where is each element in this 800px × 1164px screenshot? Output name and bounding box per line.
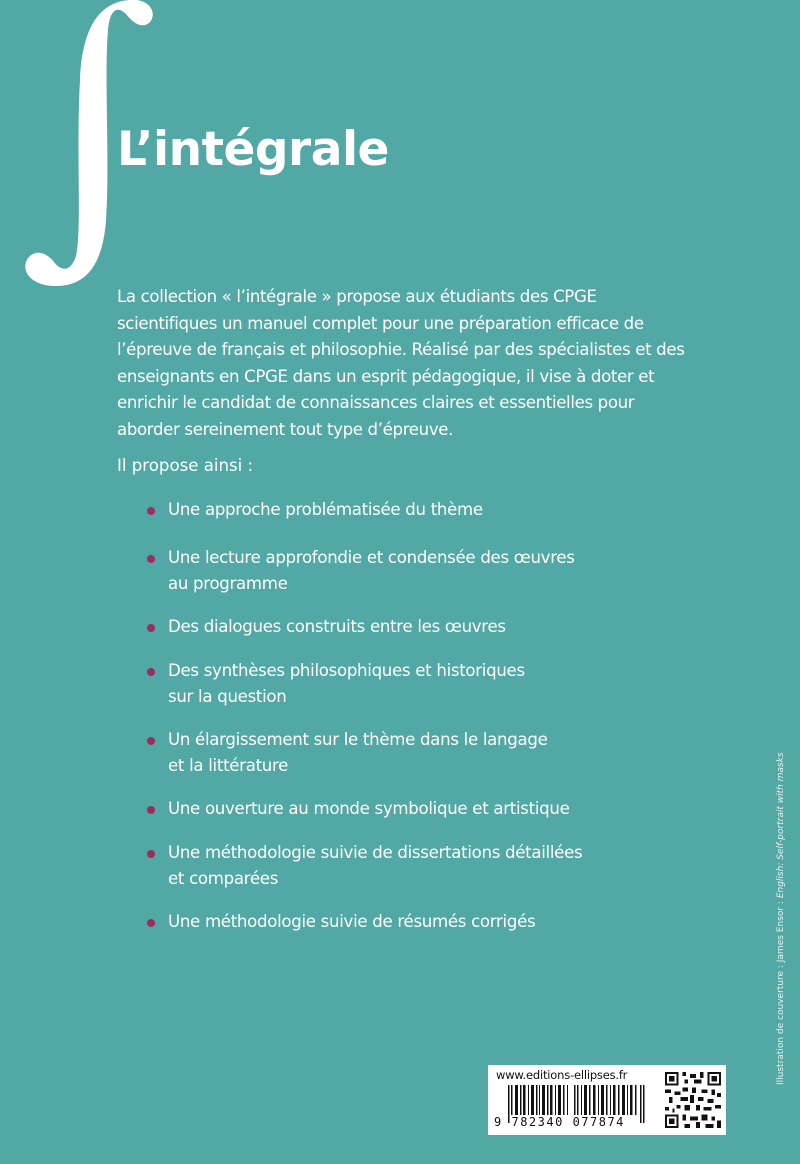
feature-text: Un élargissement sur le thème dans le langage — [168, 730, 548, 749]
qr-code-icon[interactable] — [665, 1071, 721, 1129]
feature-text: Des synthèses philosophiques et historiques — [168, 661, 525, 680]
bullet-icon — [147, 555, 155, 563]
collection-title: L’intégrale — [117, 122, 389, 177]
feature-text-cont: sur la question — [168, 687, 287, 706]
publisher-website: www.editions-ellipses.fr — [496, 1068, 628, 1082]
credit-title: English: Self-portrait with masks — [776, 752, 786, 899]
feature-item — [145, 614, 665, 640]
features-lead: Il propose ainsi : — [117, 456, 254, 475]
feature-item — [145, 497, 665, 523]
feature-item — [145, 545, 665, 597]
cover-illustration-credit — [776, 752, 786, 1085]
bullet-icon — [147, 737, 155, 745]
isbn-prefix: 9 — [494, 1115, 503, 1129]
barcode-panel — [488, 1065, 726, 1135]
feature-text-cont: et comparées — [168, 869, 279, 888]
bullet-icon — [147, 668, 155, 676]
feature-item — [145, 727, 665, 779]
feature-text-cont: et la littérature — [168, 756, 289, 775]
bullet-icon — [147, 850, 155, 858]
bullet-icon — [147, 919, 155, 927]
feature-item — [145, 796, 665, 822]
feature-text: Une méthodologie suivie de résumés corrigés — [168, 912, 536, 931]
feature-item — [145, 840, 665, 892]
intro-paragraph: La collection « l’intégrale » propose aux étudiants des CPGE scientifiques un manuel complet pour une préparation efficace de l’épreuve de français et philosophie. Réalisé par des spécialistes et des enseignants en CPGE dans un esprit pédagogique, il vise à doter et enrichir le candidat de connaissances claires et essentielles pour aborder sereinement tout type d’épreuve. — [117, 287, 685, 439]
feature-text: Des dialogues construits entre les œuvres — [168, 617, 506, 636]
feature-item — [145, 909, 665, 935]
bullet-icon — [147, 507, 155, 515]
bullet-icon — [147, 806, 155, 814]
isbn-group-1: 782340 — [511, 1115, 564, 1129]
bullet-icon — [147, 624, 155, 632]
feature-text: Une lecture approfondie et condensée des œuvres — [168, 548, 575, 567]
isbn-group-2: 077874 — [572, 1115, 625, 1129]
feature-item — [145, 658, 665, 710]
features-list — [145, 497, 665, 935]
feature-text: Une méthodologie suivie de dissertations détaillées — [168, 843, 583, 862]
feature-text: Une ouverture au monde symbolique et artistique — [168, 799, 570, 818]
credit-prefix: Illustration de couverture : James Ensor : — [776, 898, 786, 1085]
isbn-number — [494, 1115, 625, 1129]
feature-text: Une approche problématisée du thème — [168, 500, 483, 519]
feature-text-cont: au programme — [168, 574, 288, 593]
